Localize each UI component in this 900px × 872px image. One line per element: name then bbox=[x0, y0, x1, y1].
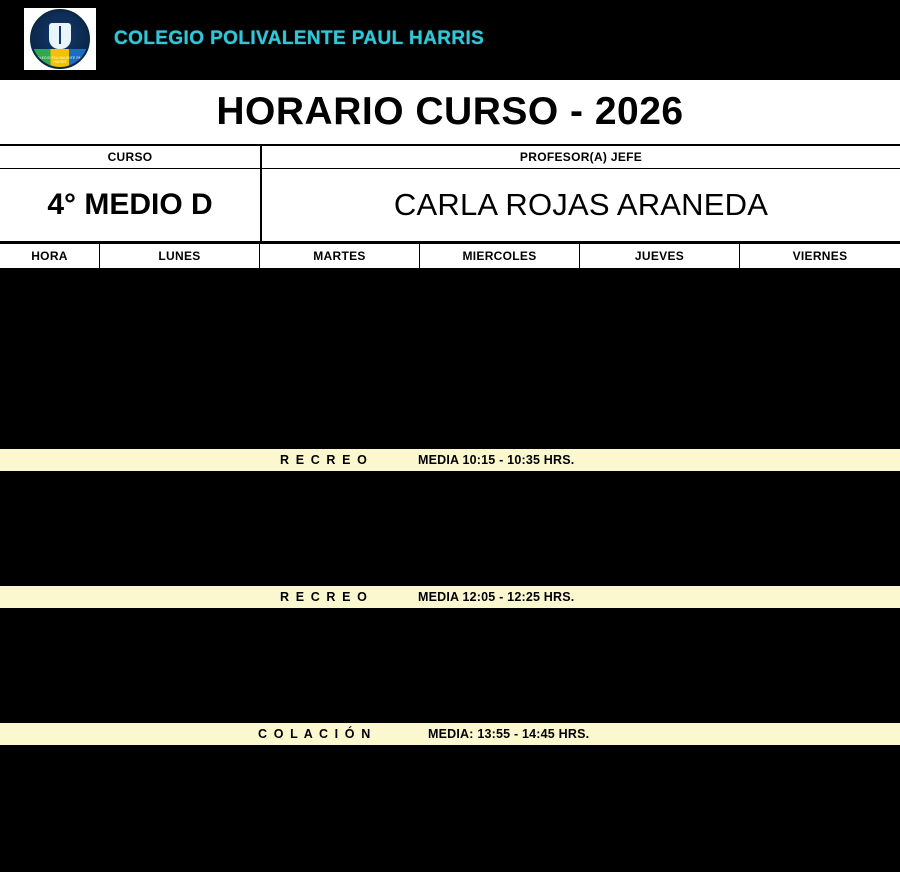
column-header-martes: MARTES bbox=[260, 244, 420, 268]
curso-label: CURSO bbox=[0, 146, 262, 168]
break-time-3: MEDIA: 13:55 - 14:45 HRS. bbox=[428, 727, 590, 741]
days-header-row bbox=[0, 244, 900, 270]
profesor-label: PROFESOR(A) JEFE bbox=[519, 150, 643, 164]
school-logo bbox=[24, 8, 96, 70]
school-name: COLEGIO POLIVALENTE PAUL HARRIS bbox=[114, 28, 485, 49]
break-time-1: MEDIA 10:15 - 10:35 HRS. bbox=[418, 453, 575, 467]
column-header-jueves: JUEVES bbox=[580, 244, 740, 268]
column-header-viernes: VIERNES bbox=[792, 249, 848, 263]
schedule-block-3 bbox=[0, 609, 900, 722]
info-value-row bbox=[0, 169, 900, 244]
title-band bbox=[0, 78, 900, 146]
schedule-block-4 bbox=[0, 746, 900, 856]
break-row-2 bbox=[0, 585, 900, 609]
break-row-1 bbox=[0, 448, 900, 472]
curso-value: 4° MEDIO D bbox=[0, 169, 262, 241]
break-label-1: R E C R E O bbox=[280, 453, 369, 467]
school-crest-icon bbox=[30, 9, 90, 69]
info-header-row bbox=[0, 146, 900, 169]
profesor-value: CARLA ROJAS ARANEDA bbox=[393, 187, 769, 222]
column-header-miercoles: MIERCOLES bbox=[420, 244, 580, 268]
page-title: HORARIO CURSO - 2026 bbox=[216, 90, 684, 133]
schedule-block-1 bbox=[0, 270, 900, 448]
break-row-3 bbox=[0, 722, 900, 746]
header-banner bbox=[0, 0, 900, 78]
crest-shield-shape bbox=[49, 23, 71, 49]
break-time-2: MEDIA 12:05 - 12:25 HRS. bbox=[418, 590, 575, 604]
break-label-2: R E C R E O bbox=[280, 590, 369, 604]
column-header-lunes: LUNES bbox=[100, 244, 260, 268]
schedule-block-2 bbox=[0, 472, 900, 585]
crest-arc-text: COLEGIO POLIVALENTE PAUL HARRIS bbox=[34, 56, 86, 64]
column-header-hora: HORA bbox=[0, 244, 100, 268]
break-label-3: C O L A C I Ó N bbox=[258, 727, 372, 741]
schedule-grid bbox=[0, 270, 900, 856]
